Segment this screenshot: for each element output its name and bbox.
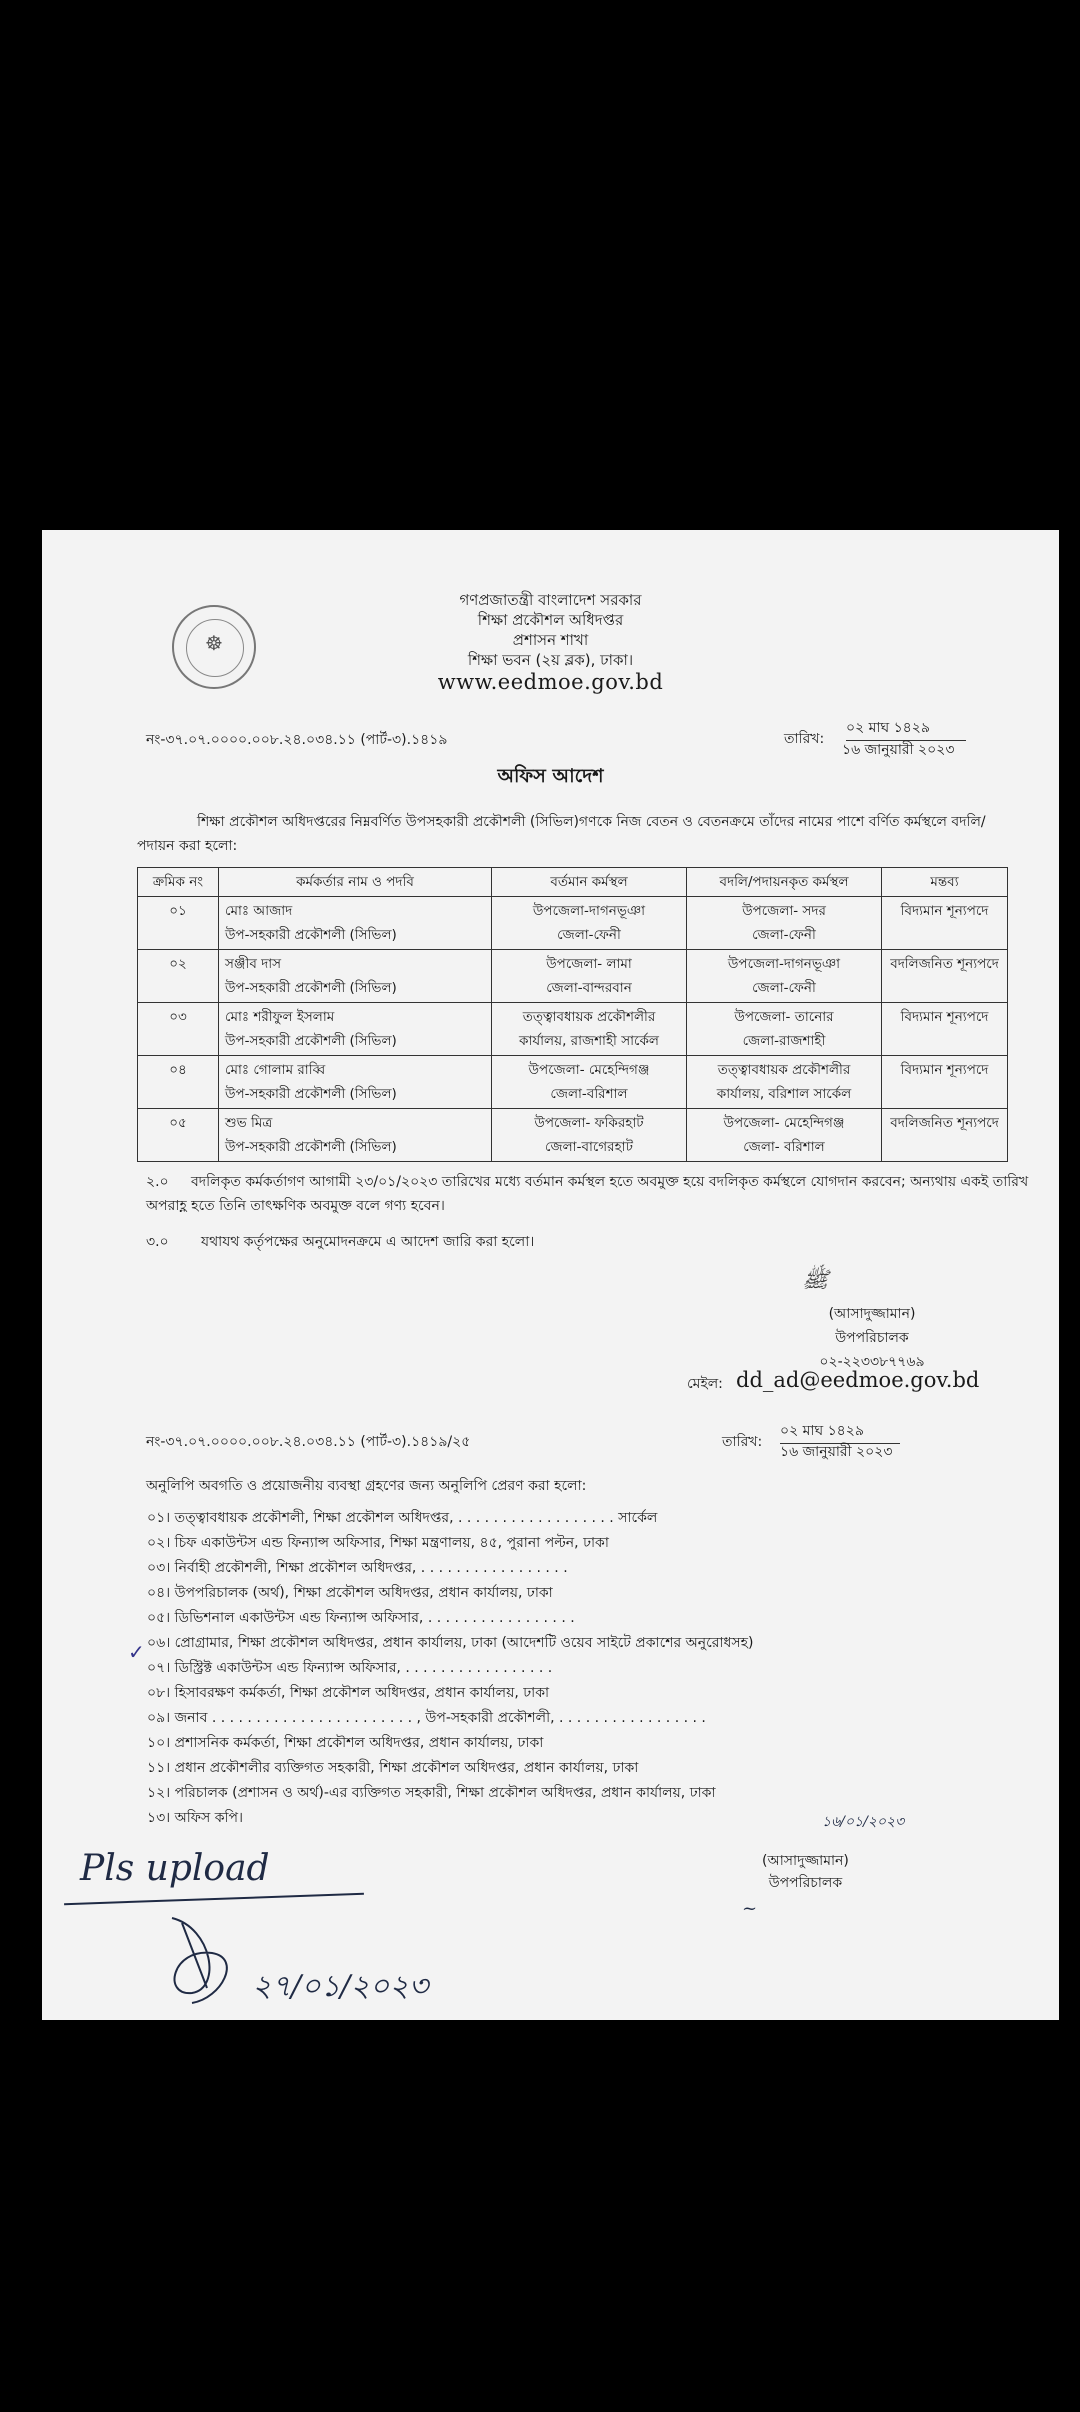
serial-number: ০৫	[169, 1115, 187, 1131]
page-title: অফিস আদেশ	[497, 765, 604, 787]
serial-cell	[138, 1003, 219, 1056]
clause-2: বদলিকৃত কর্মকর্তাগণ আগামী ২৩/০১/২০২৩ তারিখের মধ্যে বর্তমান কর্মস্থল হতে অবমুক্ত হয়ে বদলিকৃত কর্মস্থলে যোগদান করবেন; অন্যথায় একই তারিখ অপরাহ্ণ হতে তিনি তাৎক্ষণিক অবমুক্ত বলে গণ্য হবেন।	[146, 1174, 1029, 1214]
table-header-row	[138, 868, 1008, 897]
column-header: ক্রমিক নং	[138, 868, 219, 897]
current-station-line1: উপজেলা- ফকিরহাট	[534, 1115, 644, 1131]
copy-list-item: ০৫। ডিভিশনাল একাউন্টস এন্ড ফিন্যান্স অফিসার, . . . . . . . . . . . . . . . . .	[147, 1610, 575, 1626]
copy-list-item: ০২। চিফ একাউন্টস এন্ড ফিন্যান্স অফিসার, শিক্ষা মন্ত্রণালয়, ৪৫, পুরানা পল্টন, ঢাকা	[147, 1535, 609, 1551]
new-station-line1: তত্ত্বাবধায়ক প্রকৌশলীর	[717, 1062, 851, 1078]
remark: বিদ্যমান শূন্যপদে	[900, 903, 989, 919]
letterhead	[42, 590, 1059, 692]
signatory-block	[787, 1302, 957, 1374]
table-row	[138, 1109, 1008, 1162]
document-page	[42, 530, 1059, 2020]
current-station-line2: জেলা-ফেনী	[557, 927, 621, 943]
copy-list-item: ০৭। ডিস্ট্রিক্ট একাউন্টস এন্ড ফিন্যান্স অফিসার, . . . . . . . . . . . . . . . . .	[147, 1660, 553, 1676]
copy-list-item: ০৪। উপপরিচালক (অর্থ), শিক্ষা প্রকৌশল অধিদপ্তর, প্রধান কার্যালয়, ঢাকা	[147, 1585, 553, 1601]
new-station-line2: কার্যালয়, বরিশাল সার্কেল	[716, 1086, 852, 1102]
current-station-cell	[492, 1056, 687, 1109]
handwritten-underline	[64, 1893, 364, 1905]
copy-signatory-name: (আসাদুজ্জামান)	[762, 1853, 849, 1869]
memo-date-bangla: ০২ মাঘ ১৪২৯	[846, 716, 966, 741]
remark-cell	[882, 1109, 1008, 1162]
column-header: মন্তব্য	[882, 868, 1008, 897]
copy-list-item: ১০। প্রশাসনিক কর্মকর্তা, শিক্ষা প্রকৌশল অধিদপ্তর, প্রধান কার্যালয়, ঢাকা	[147, 1735, 544, 1751]
new-station-line2: জেলা- বরিশাল	[743, 1139, 825, 1155]
officer-cell	[219, 950, 492, 1003]
officer-cell	[219, 1109, 492, 1162]
website-link[interactable]: www.eedmoe.gov.bd	[437, 670, 664, 694]
clause-3-number: ৩.০	[146, 1234, 169, 1250]
officer-post: উপ-সহকারী প্রকৌশলী (সিভিল)	[225, 927, 397, 943]
table-row	[138, 1003, 1008, 1056]
header-line-1: গণপ্রজাতন্ত্রী বাংলাদেশ সরকার	[459, 591, 642, 609]
current-station-line1: উপজেলা- লামা	[546, 956, 632, 972]
signature: ﷺ	[802, 1268, 829, 1293]
copy-signatory-designation: উপপরিচালক	[768, 1875, 843, 1891]
current-station-cell	[492, 950, 687, 1003]
remark-cell	[882, 897, 1008, 950]
handwritten-note: Pls upload	[80, 1848, 270, 1889]
new-station-cell	[687, 1056, 882, 1109]
officer-name: মোঃ আজাদ	[225, 903, 293, 919]
signatory-phone: ০২-২২৩৩৮৭৭৬৯	[819, 1354, 925, 1370]
serial-number: ০১	[169, 903, 187, 919]
officer-post: উপ-সহকারী প্রকৌশলী (সিভিল)	[225, 980, 397, 996]
serial-cell	[138, 950, 219, 1003]
signatory-name: (আসাদুজ্জামান)	[828, 1306, 916, 1322]
copy-list-item: ১৩। অফিস কপি।	[147, 1810, 244, 1826]
column-header: বর্তমান কর্মস্থল	[492, 868, 687, 897]
copy-date-english: ১৬ জানুয়ারী ২০২৩	[780, 1444, 893, 1460]
new-station-line1: উপজেলা- সদর	[742, 903, 826, 919]
new-station-line1: উপজেলা- তানোর	[734, 1009, 834, 1025]
header-line-4: শিক্ষা ভবন (২য় ব্লক), ঢাকা।	[467, 651, 634, 669]
table-row	[138, 950, 1008, 1003]
officer-name: শুভ মিত্র	[225, 1115, 273, 1131]
remark-cell	[882, 950, 1008, 1003]
handwritten-signature-scribble	[152, 1908, 262, 2008]
new-station-line2: জেলা-রাজশাহী	[742, 1033, 826, 1049]
current-station-line2: জেলা-বাগেরহাট	[545, 1139, 633, 1155]
email-label: মেইল:	[687, 1376, 723, 1392]
serial-cell	[138, 1056, 219, 1109]
new-station-cell	[687, 950, 882, 1003]
initials-signature: ~	[742, 1898, 758, 1919]
copy-list-item: ১২। পরিচালক (প্রশাসন ও অর্থ)-এর ব্যক্তিগত সহকারী, শিক্ষা প্রকৌশল অধিদপ্তর, প্রধান কার্যালয়, ঢাকা	[147, 1785, 716, 1801]
new-station-cell	[687, 897, 882, 950]
column-header: কর্মকর্তার নাম ও পদবি	[219, 868, 492, 897]
officer-post: উপ-সহকারী প্রকৌশলী (সিভিল)	[225, 1139, 397, 1155]
clause-3: যথাযথ কর্তৃপক্ষের অনুমোদনক্রমে এ আদেশ জারি করা হলো।	[201, 1234, 535, 1250]
clause-2-number: ২.০	[146, 1174, 169, 1190]
officer-name: সঞ্জীব দাস	[225, 956, 282, 972]
copy-list-item: ০৬। প্রোগ্রামার, শিক্ষা প্রকৌশল অধিদপ্তর, প্রধান কার্যালয়, ঢাকা (আদেশটি ওয়েব সাইটে প্রকাশের অনুরোধসহ)	[147, 1635, 754, 1651]
serial-number: ০২	[169, 956, 187, 972]
current-station-line1: উপজেলা- মেহেন্দিগঞ্জ	[528, 1062, 650, 1078]
intro-paragraph: শিক্ষা প্রকৌশল অধিদপ্তরের নিম্নবর্ণিত উপসহকারী প্রকৌশলী (সিভিল)গণকে নিজ বেতন ও বেতনক্রমে তাঁদের নামের পাশে বর্ণিত কর্মস্থলে বদলি/পদায়ন করা হলো:	[137, 814, 986, 854]
officer-post: উপ-সহকারী প্রকৌশলী (সিভিল)	[225, 1086, 397, 1102]
column-header: বদলি/পদায়নকৃত কর্মস্থল	[687, 868, 882, 897]
copy-list-item: ০১। তত্ত্বাবধায়ক প্রকৌশলী, শিক্ষা প্রকৌশল অধিদপ্তর, . . . . . . . . . . . . . . . . . . সার্কেল	[147, 1510, 658, 1526]
header-line-2: শিক্ষা প্রকৌশল অধিদপ্তর	[477, 611, 624, 629]
officer-name: মোঃ গোলাম রাব্বি	[225, 1062, 326, 1078]
remark: বিদ্যমান শূন্যপদে	[900, 1009, 989, 1025]
remark: বদলিজনিত শূন্যপদে	[890, 956, 999, 972]
remark: বিদ্যমান শূন্যপদে	[900, 1062, 989, 1078]
officer-cell	[219, 1003, 492, 1056]
new-station-line2: জেলা-ফেনী	[752, 980, 816, 996]
copy-date-label: তারিখ:	[722, 1434, 763, 1450]
new-station-line1: উপজেলা- মেহেন্দিগঞ্জ	[723, 1115, 845, 1131]
officer-post: উপ-সহকারী প্রকৌশলী (সিভিল)	[225, 1033, 397, 1049]
new-station-line1: উপজেলা-দাগনভূঞা	[727, 956, 841, 972]
serial-number: ০৩	[169, 1009, 187, 1025]
current-station-cell	[492, 1003, 687, 1056]
memo-date-english: ১৬ জানুয়ারী ২০২৩	[842, 742, 955, 758]
memo-number: নং-৩৭.০৭.০০০০.০০৮.২৪.০৩৪.১১ (পার্ট-৩).১৪১৯	[146, 732, 448, 748]
government-seal: ☸	[172, 605, 256, 689]
new-station-line2: জেলা-ফেনী	[752, 927, 816, 943]
officer-cell	[219, 897, 492, 950]
new-station-cell	[687, 1003, 882, 1056]
handwritten-sign-date: ১৬/০১/২০২৩	[822, 1814, 905, 1830]
checkmark-icon: ✓	[128, 1640, 145, 1664]
copy-date-bangla: ০২ মাঘ ১৪২৯	[780, 1419, 900, 1444]
header-line-3: প্রশাসন শাখা	[512, 631, 589, 649]
copy-signatory-block	[762, 1850, 849, 1894]
remark-cell	[882, 1003, 1008, 1056]
copy-list-item: ০৩। নির্বাহী প্রকৌশলী, শিক্ষা প্রকৌশল অধিদপ্তর, . . . . . . . . . . . . . . . . .	[147, 1560, 568, 1576]
serial-cell	[138, 1109, 219, 1162]
handwritten-date: ২৭/০১/২০২৩	[252, 1969, 429, 2004]
officer-name: মোঃ শরীফুল ইসলাম	[225, 1009, 335, 1025]
table-row	[138, 1056, 1008, 1109]
remark-cell	[882, 1056, 1008, 1109]
signatory-email[interactable]: dd_ad@eedmoe.gov.bd	[736, 1368, 980, 1392]
current-station-line2: কার্যালয়, রাজশাহী সার্কেল	[519, 1033, 659, 1049]
remark: বদলিজনিত শূন্যপদে	[890, 1115, 999, 1131]
copy-intro: অনুলিপি অবগতি ও প্রয়োজনীয় ব্যবস্থা গ্রহণের জন্য অনুলিপি প্রেরণ করা হলো:	[146, 1478, 587, 1494]
current-station-line1: তত্ত্বাবধায়ক প্রকৌশলীর	[522, 1009, 656, 1025]
signatory-designation: উপপরিচালক	[835, 1330, 909, 1346]
transfer-table	[137, 867, 1008, 1162]
copy-list	[147, 1506, 1027, 1831]
serial-number: ০৪	[169, 1062, 187, 1078]
copy-list-item: ০৯। জনাব . . . . . . . . . . . . . . . . . . . . . . . , উপ-সহকারী প্রকৌশলী, . . . . . . . . . . . . . . . . .	[147, 1710, 706, 1726]
copy-list-item: ০৮। হিসাবরক্ষণ কর্মকর্তা, শিক্ষা প্রকৌশল অধিদপ্তর, প্রধান কার্যালয়, ঢাকা	[147, 1685, 550, 1701]
current-station-cell	[492, 1109, 687, 1162]
memo-date-label: তারিখ:	[784, 731, 825, 747]
current-station-cell	[492, 897, 687, 950]
officer-cell	[219, 1056, 492, 1109]
current-station-line1: উপজেলা-দাগনভূঞা	[532, 903, 646, 919]
current-station-line2: জেলা-বরিশাল	[550, 1086, 628, 1102]
copy-memo-number: নং-৩৭.০৭.০০০০.০০৮.২৪.০৩৪.১১ (পার্ট-৩).১৪১৯/২৫	[146, 1434, 471, 1450]
new-station-cell	[687, 1109, 882, 1162]
serial-cell	[138, 897, 219, 950]
table-row	[138, 897, 1008, 950]
current-station-line2: জেলা-বান্দরবান	[546, 980, 632, 996]
copy-list-item: ১১। প্রধান প্রকৌশলীর ব্যক্তিগত সহকারী, শিক্ষা প্রকৌশল অধিদপ্তর, প্রধান কার্যালয়, ঢাকা	[147, 1760, 639, 1776]
